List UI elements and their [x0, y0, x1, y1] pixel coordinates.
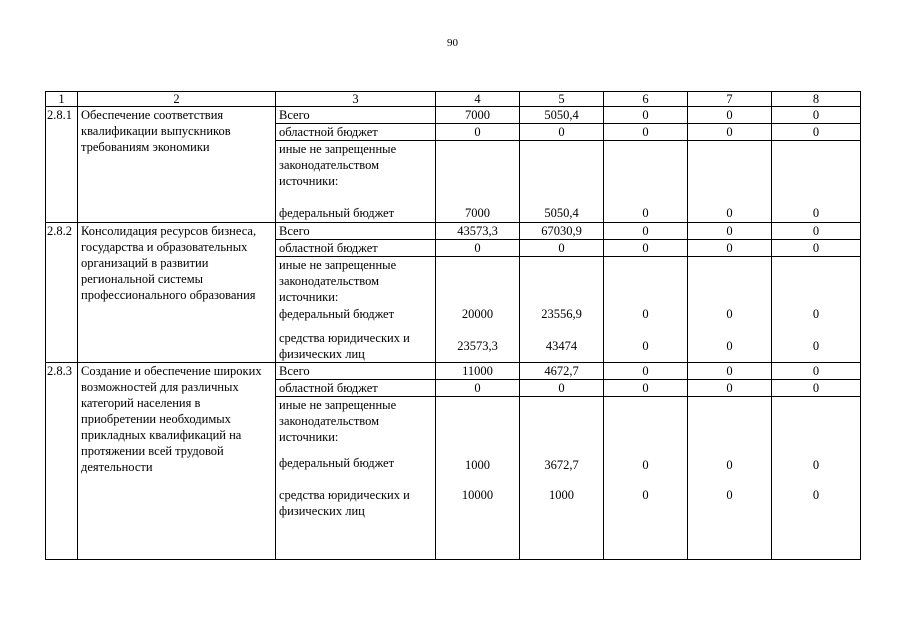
value-cell: 0: [688, 487, 772, 560]
value-cell: 0: [772, 330, 861, 363]
section-code: 2.8.2: [46, 223, 78, 363]
header-cell: 1: [46, 92, 78, 107]
value-cell: 0: [604, 487, 688, 560]
value-cell: 43474: [520, 330, 604, 363]
value-cell: 0: [436, 380, 520, 397]
row-label: областной бюджет: [276, 124, 436, 141]
value-cell: 0: [772, 455, 861, 487]
value-cell: 0: [604, 107, 688, 124]
value-cell: [436, 141, 520, 205]
header-cell: 6: [604, 92, 688, 107]
value-cell: 0: [772, 107, 861, 124]
value-cell: [772, 397, 861, 455]
header-cell: 3: [276, 92, 436, 107]
value-cell: 0: [772, 240, 861, 257]
value-cell: 4672,7: [520, 363, 604, 380]
value-cell: 0: [520, 380, 604, 397]
value-cell: 23573,3: [436, 330, 520, 363]
value-cell: [604, 397, 688, 455]
value-cell: 0: [604, 455, 688, 487]
value-cell: 1000: [520, 487, 604, 560]
value-cell: 67030,9: [520, 223, 604, 240]
row-label: федеральный бюджет: [276, 306, 436, 330]
value-cell: 0: [520, 124, 604, 141]
value-cell: [520, 141, 604, 205]
value-cell: 0: [688, 107, 772, 124]
header-cell: 2: [78, 92, 276, 107]
value-cell: [436, 397, 520, 455]
table-row: [46, 107, 861, 124]
row-label: федеральный бюджет: [276, 205, 436, 223]
value-cell: [520, 257, 604, 306]
value-cell: 0: [772, 205, 861, 223]
value-cell: 0: [604, 124, 688, 141]
budget-table: [45, 91, 861, 560]
row-label: средства юридических и физических лиц: [276, 330, 436, 363]
value-cell: [520, 397, 604, 455]
value-cell: [604, 141, 688, 205]
header-cell: 8: [772, 92, 861, 107]
value-cell: 0: [688, 205, 772, 223]
value-cell: 0: [688, 124, 772, 141]
row-label: федеральный бюджет: [276, 455, 436, 487]
value-cell: [604, 257, 688, 306]
value-cell: [772, 141, 861, 205]
value-cell: 0: [604, 330, 688, 363]
row-label: областной бюджет: [276, 240, 436, 257]
value-cell: 0: [520, 240, 604, 257]
row-label: иные не запрещенные законодательством источники:: [276, 257, 436, 306]
value-cell: [688, 257, 772, 306]
value-cell: 0: [688, 240, 772, 257]
section-name: Обеспечение соответствия квалификации выпускников требованиям экономики: [78, 107, 276, 223]
value-cell: [688, 397, 772, 455]
value-cell: 5050,4: [520, 107, 604, 124]
page-number: 90: [447, 37, 458, 49]
value-cell: 0: [604, 363, 688, 380]
value-cell: 0: [688, 363, 772, 380]
value-cell: 10000: [436, 487, 520, 560]
header-row: [46, 92, 861, 107]
value-cell: [436, 257, 520, 306]
header-cell: 5: [520, 92, 604, 107]
value-cell: 0: [604, 205, 688, 223]
section-name: Консолидация ресурсов бизнеса, государства и образовательных организаций в развитии региональной системы профессионального образования: [78, 223, 276, 363]
row-label: иные не запрещенные законодательством источники:: [276, 141, 436, 205]
value-cell: 0: [688, 380, 772, 397]
value-cell: 1000: [436, 455, 520, 487]
value-cell: 23556,9: [520, 306, 604, 330]
table-row: [46, 223, 861, 240]
value-cell: 7000: [436, 107, 520, 124]
value-cell: 0: [604, 380, 688, 397]
value-cell: 0: [688, 223, 772, 240]
value-cell: 0: [688, 455, 772, 487]
value-cell: 20000: [436, 306, 520, 330]
value-cell: 0: [688, 330, 772, 363]
row-label: областной бюджет: [276, 380, 436, 397]
row-label: средства юридических и физических лиц: [276, 487, 436, 560]
value-cell: 0: [772, 363, 861, 380]
section-code: 2.8.1: [46, 107, 78, 223]
header-cell: 4: [436, 92, 520, 107]
value-cell: 0: [772, 124, 861, 141]
value-cell: 0: [604, 240, 688, 257]
value-cell: 0: [772, 487, 861, 560]
row-label: иные не запрещенные законодательством источники:: [276, 397, 436, 455]
value-cell: 7000: [436, 205, 520, 223]
value-cell: 11000: [436, 363, 520, 380]
value-cell: 0: [436, 240, 520, 257]
value-cell: 0: [772, 223, 861, 240]
value-cell: 0: [772, 380, 861, 397]
value-cell: 3672,7: [520, 455, 604, 487]
header-cell: 7: [688, 92, 772, 107]
row-label: Всего: [276, 363, 436, 380]
value-cell: 0: [688, 306, 772, 330]
section-code: 2.8.3: [46, 363, 78, 560]
value-cell: 0: [436, 124, 520, 141]
row-label: Всего: [276, 223, 436, 240]
row-label: Всего: [276, 107, 436, 124]
value-cell: 0: [772, 306, 861, 330]
value-cell: 0: [604, 223, 688, 240]
table-row: [46, 363, 861, 380]
value-cell: 0: [604, 306, 688, 330]
value-cell: [688, 141, 772, 205]
value-cell: 5050,4: [520, 205, 604, 223]
value-cell: 43573,3: [436, 223, 520, 240]
value-cell: [772, 257, 861, 306]
section-name: Создание и обеспечение широких возможностей для различных категорий населения в приобретении необходимых прикладных квалификаций на протяжении всей трудовой деятельности: [78, 363, 276, 560]
